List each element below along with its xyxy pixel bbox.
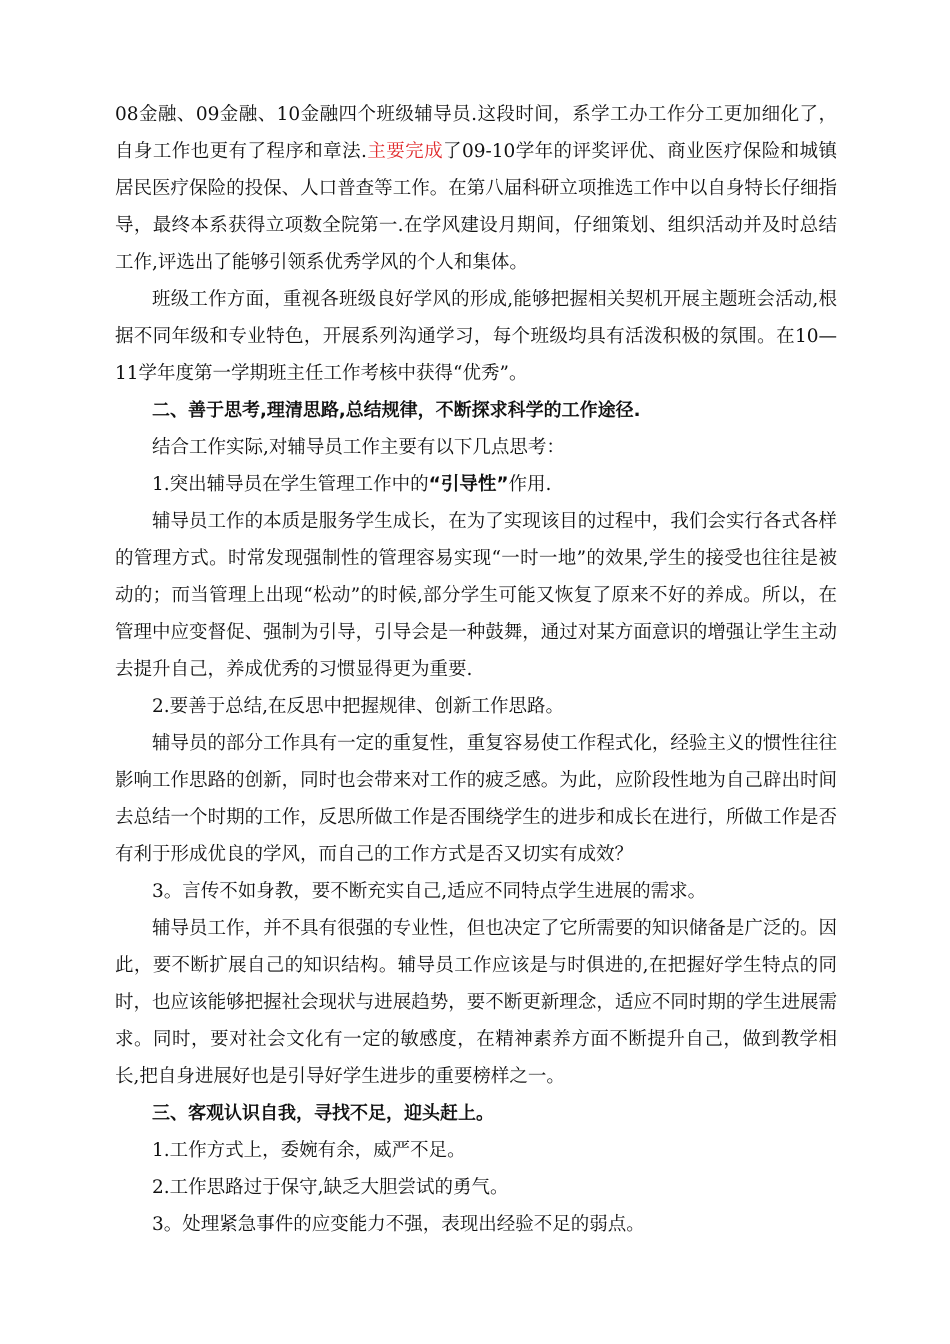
paragraph-knowledge: 辅导员工作，并不具有很强的专业性，但也决定了它所需要的知识储备是广泛的。因此，要不断扩展自己的知识结构。辅导员工作应该是与时俱进的,在把握好学生特点的同时，也应该能够把握社会现状与进展趋势，要不断更新理念，适应不同时期的学生进展需求。同时，要对社会文化有一定的敏感度，在精神素养方面不断提升自己，做到教学相长,把自身进展好也是引导好学生进步的重要榜样之一。 bbox=[115, 918, 837, 1087]
highlighted-text: 主要完成 bbox=[366, 141, 444, 162]
section-heading-3: 三、客观认识自我，寻找不足，迎头赶上。 bbox=[152, 1103, 494, 1124]
item-text: 作用. bbox=[508, 474, 552, 495]
paragraph-reflection-intro: 结合工作实际,对辅导员工作主要有以下几点思考： bbox=[152, 437, 565, 458]
shortcoming-item: 3。处理紧急事件的应变能力不强，表现出经验不足的弱点。 bbox=[152, 1214, 645, 1235]
reflection-item-2: 2.要善于总结,在反思中把握规律、创新工作思路。 bbox=[152, 696, 565, 717]
paragraph-guidance: 辅导员工作的本质是服务学生成长，在为了实现该目的过程中，我们会实行各式各样的管理方式。时常发现强制性的管理容易实现“一时一地”的效果,学生的接受也往往是被动的；而当管理上出现“松动”的时候,部分学生可能又恢复了原来不好的养成。所以，在管理中应变督促、强制为引导，引导会是一种鼓舞，通过对某方面意识的增强让学生主动去提升自己，养成优秀的习惯显得更为重要. bbox=[115, 511, 837, 680]
reflection-item-1 bbox=[115, 466, 837, 503]
shortcoming-item: 1.工作方式上，委婉有余，威严不足。 bbox=[152, 1140, 466, 1161]
document-body bbox=[115, 96, 837, 1243]
reflection-item-3: 3。言传不如身教，要不断充实自己,适应不同特点学生进展的需求。 bbox=[152, 881, 707, 902]
shortcoming-item: 2.工作思路过于保守,缺乏大胆尝试的勇气。 bbox=[152, 1177, 509, 1198]
paragraph-summary: 辅导员的部分工作具有一定的重复性，重复容易使工作程式化，经验主义的惯性往往影响工作思路的创新，同时也会带来对工作的疲乏感。为此，应阶段性地为自己辟出时间去总结一个时期的工作，反思所做工作是否围绕学生的进步和成长在进行，所做工作是否有利于形成优良的学风，而自己的工作方式是否又切实有成效？ bbox=[115, 733, 837, 865]
paragraph-counselor-work bbox=[115, 96, 837, 281]
item-text: 1.突出辅导员在学生管理工作中的 bbox=[152, 474, 429, 495]
paragraph-text: 08金融、09金融、10金融四个班级辅导员.这段时间，系学工办工作分工更加细化了，自身工作也更有了程序和章法. bbox=[115, 104, 837, 162]
section-heading-2: 二、善于思考,理清思路,总结规律，不断探求科学的工作途径. bbox=[152, 400, 641, 421]
emphasized-term: “引导性” bbox=[428, 474, 509, 495]
paragraph-class-work: 班级工作方面，重视各班级良好学风的形成,能够把握相关契机开展主题班会活动,根据不同年级和专业特色，开展系列沟通学习，每个班级均具有活泼积极的氛围。在10—11学年度第一学期班主任工作考核中获得“优秀”。 bbox=[115, 289, 837, 384]
paragraph-text: 了09-10学年的评奖评优、商业医疗保险和城镇居民医疗保险的投保、人口普查等工作。在第八届科研立项推选工作中以自身特长仔细指导，最终本系获得立项数全院第一.在学风建设月期间，仔细策划、组织活动并及时总结工作,评选出了能够引领系优秀学风的个人和集体。 bbox=[115, 141, 837, 273]
